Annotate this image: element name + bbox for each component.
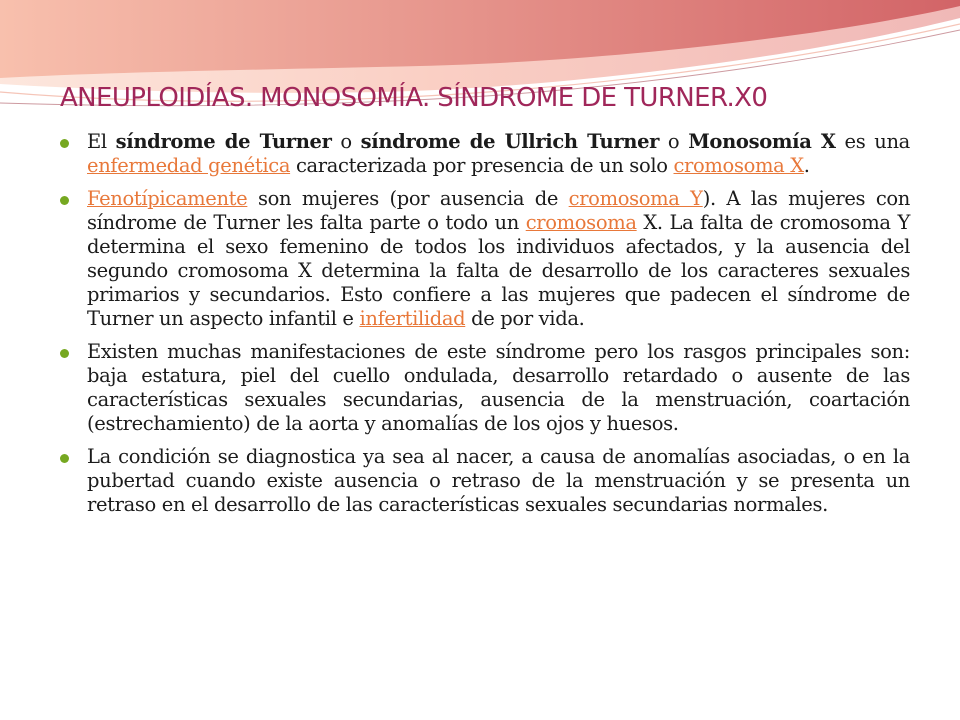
bullet-dot-icon xyxy=(60,139,69,148)
link-fenotipicamente[interactable]: Fenotípicamente xyxy=(87,187,248,210)
text-run: El xyxy=(87,130,116,153)
text-run: caracterizada por presencia de un solo xyxy=(290,154,674,177)
bold-term: síndrome de Ullrich Turner xyxy=(360,130,660,153)
text-run: es una xyxy=(835,130,910,153)
text-run: X. La falta de cromosoma Y determina el sexo femenino de todos los individuos afectados, y la ausencia del segundo cromosoma X determina la falta de desarrollo de los caracteres sexuales primarios y secundarios. Esto confiere a las mujeres que padecen el síndrome de Turner un aspecto infantil e xyxy=(87,211,910,330)
bullet-dot-icon xyxy=(60,196,69,205)
text-run: de por vida. xyxy=(465,307,585,330)
bullet-item-3 xyxy=(62,340,910,436)
link-cromosoma-y[interactable]: cromosoma Y xyxy=(568,187,703,210)
bold-term: síndrome de Turner xyxy=(115,130,332,153)
bullet-item-2 xyxy=(62,187,910,331)
text-run: Existen muchas manifestaciones de este síndrome pero los rasgos principales son: baja estatura, piel del cuello ondulada, desarrollo retardado o ausente de las características sexuales secundarias, ausencia de la menstruación, coartación (estrechamiento) de la aorta y anomalías de los ojos y huesos. xyxy=(87,340,910,435)
bold-term: Monosomía X xyxy=(688,130,836,153)
text-run: ). A las mujeres con síndrome de Turner les falta parte o todo un xyxy=(87,187,910,234)
bullet-dot-icon xyxy=(60,454,69,463)
slide-title: ANEUPLOIDÍAS. MONOSOMÍA. SÍNDROME DE TURNER.X0 xyxy=(60,83,768,113)
text-run: o xyxy=(331,130,361,153)
link-cromosoma[interactable]: cromosoma xyxy=(525,211,637,234)
bullet-item-4 xyxy=(62,445,910,517)
link-cromosoma-x[interactable]: cromosoma X xyxy=(673,154,804,177)
text-run: . xyxy=(803,154,810,177)
text-run: son mujeres (por ausencia de xyxy=(247,187,569,210)
text-run: La condición se diagnostica ya sea al nacer, a causa de anomalías asociadas, o en la pubertad cuando existe ausencia o retraso de la menstruación y se presenta un retraso en el desarrollo de las características sexuales secundarias normales. xyxy=(87,445,910,516)
link-infertilidad[interactable]: infertilidad xyxy=(359,307,466,330)
link-enfermedad-genetica[interactable]: enfermedad genética xyxy=(87,154,291,177)
text-run: o xyxy=(659,130,689,153)
bullet-list xyxy=(62,130,910,526)
bullet-dot-icon xyxy=(60,349,69,358)
bullet-item-1 xyxy=(62,130,910,178)
